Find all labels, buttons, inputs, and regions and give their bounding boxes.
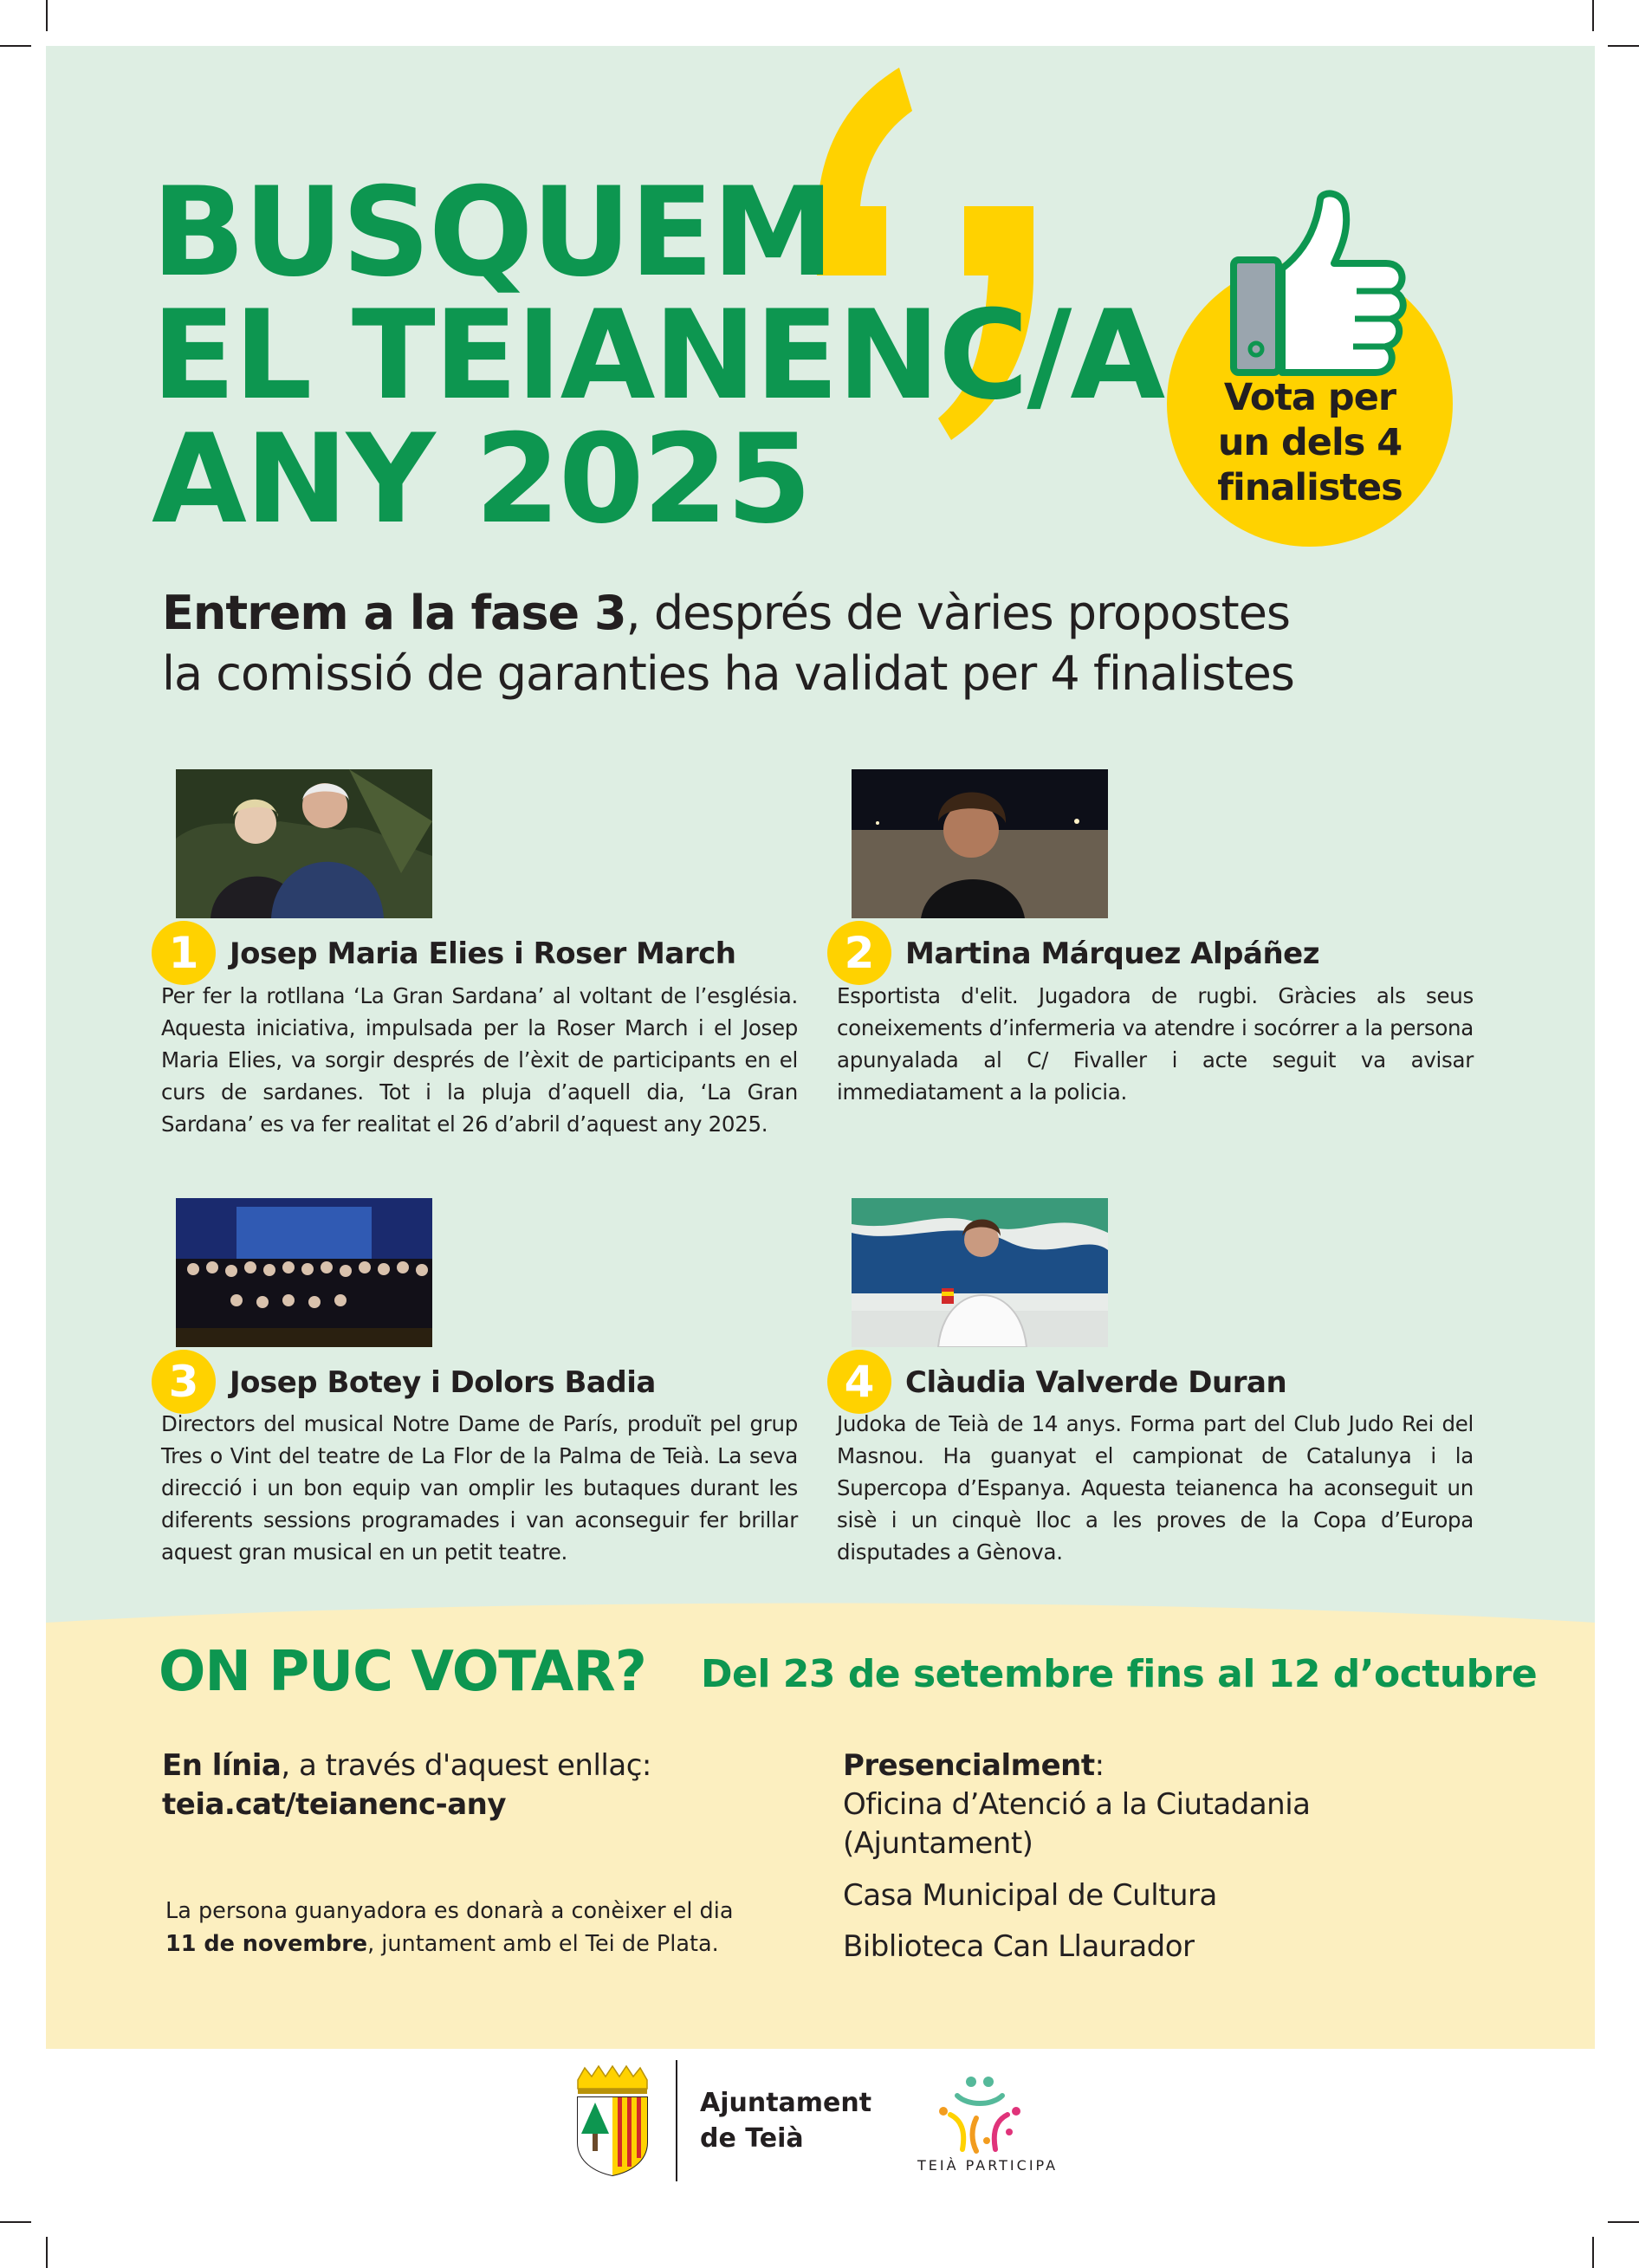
crop-mark bbox=[46, 2237, 48, 2268]
crop-mark bbox=[1608, 2221, 1639, 2223]
online-voting-text: En línia, a través d'aquest enllaç: bbox=[162, 1748, 651, 1783]
intro-text: Entrem a la fase 3, després de vàries propostes la comissió de garanties ha validat per 4 finalistes bbox=[162, 586, 1294, 702]
winner-date: 11 de novembre bbox=[165, 1931, 368, 1957]
finalist-1-number: 1 bbox=[152, 921, 216, 985]
footer-separator bbox=[676, 2060, 677, 2181]
headline-line-3: ANY 2025 bbox=[152, 408, 811, 551]
crop-mark bbox=[0, 2221, 31, 2223]
finalist-1-description: Per fer la rotllana ‘La Gran Sardana’ al voltant de l’església. Aquesta iniciativa, impulsada per la Roser March i el Josep Maria Elies, va sorgir després de l’èxit de participants en el curs de sardanes. Tot i la pluja d’aquell dia, ‘La Gran Sardana’ es va fer realitat el 26 d’abril d’aquest any 2025. bbox=[161, 983, 798, 1137]
finalist-2-description: Esportista d'elit. Jugadora de rugbi. Gràcies als seus coneixements d’infermeria va atendre i socórrer a la persona apunyalada al C/ Fivaller i acte seguit va avisar immediatament a la policia. bbox=[837, 983, 1474, 1105]
finalist-4-description: Judoka de Teià de 14 anys. Forma part del Club Judo Rei del Masnou. Ha guanyat el campionat de Catalunya i la Supercopa d’Espanya. Aquesta teianenca ha aconseguit un sisè i un cinquè lloc a les proves de la Copa d’Europa disputades a Gènova. bbox=[837, 1411, 1474, 1565]
winner-note-line-1: La persona guanyadora es donarà a conèixer el dia bbox=[165, 1898, 734, 1924]
voting-link[interactable]: teia.cat/teianenc-any bbox=[162, 1787, 507, 1822]
online-voting-link-wrap bbox=[162, 1785, 506, 1825]
thumbs-up-icon bbox=[1228, 189, 1415, 379]
voting-title: ON PUC VOTAR? bbox=[159, 1640, 646, 1704]
ajuntament-name: Ajuntament de Teià bbox=[700, 2088, 872, 2154]
headline-line-2: EL TEIANENC/A bbox=[152, 284, 1164, 427]
finalist-3-photo bbox=[176, 1198, 432, 1347]
poster bbox=[46, 46, 1595, 2222]
finalist-4-number: 4 bbox=[827, 1350, 891, 1414]
inperson-place-2: Casa Municipal de Cultura bbox=[843, 1878, 1217, 1913]
voting-dates: Del 23 de setembre fins al 12 d’octubre bbox=[701, 1652, 1538, 1696]
finalist-4-name: Clàudia Valverde Duran bbox=[905, 1365, 1287, 1400]
finalist-2-name: Martina Márquez Alpáñez bbox=[905, 936, 1320, 971]
finalist-4-photo bbox=[852, 1198, 1108, 1347]
finalist-2-number: 2 bbox=[827, 921, 891, 985]
teia-participa-logo-icon bbox=[936, 2075, 1023, 2157]
intro-bold: Entrem a la fase 3 bbox=[162, 586, 626, 640]
inperson-place-1: Oficina d’Atenció a la Ciutadania bbox=[843, 1787, 1311, 1822]
winner-note-line-2: 11 de novembre, juntament amb el Tei de Plata. bbox=[165, 1931, 719, 1957]
intro-line-2: la comissió de garanties ha validat per 4 finalistes bbox=[162, 646, 1294, 702]
teia-coat-of-arms-icon bbox=[573, 2064, 652, 2177]
finalist-3-name: Josep Botey i Dolors Badia bbox=[230, 1365, 656, 1400]
online-label: En línia bbox=[162, 1748, 282, 1783]
finalist-1-photo bbox=[176, 769, 432, 918]
inperson-label-wrap: Presencialment: bbox=[843, 1748, 1105, 1783]
crop-mark bbox=[46, 0, 48, 31]
inperson-place-3: Biblioteca Can Llaurador bbox=[843, 1929, 1195, 1964]
inperson-place-1-sub: (Ajuntament) bbox=[843, 1826, 1033, 1861]
crop-mark bbox=[1592, 2237, 1594, 2268]
teia-participa-label: TEIÀ PARTICIPA bbox=[917, 2157, 1059, 2174]
finalist-3-number: 3 bbox=[152, 1350, 216, 1414]
inperson-label: Presencialment bbox=[843, 1748, 1095, 1783]
headline-line-1: BUSQUEM bbox=[152, 161, 833, 304]
crop-mark bbox=[1608, 45, 1639, 47]
vote-badge-text: Vota per un dels 4 finalistes bbox=[1217, 376, 1403, 510]
crop-mark bbox=[0, 45, 31, 47]
finalist-3-description: Directors del musical Notre Dame de París, produït pel grup Tres o Vint del teatre de La Flor de la Palma de Teià. La seva direcció i un bon equip van omplir les butaques durant les diferents sessions programades i van aconseguir fer brillar aquest gran musical en un petit teatre. bbox=[161, 1411, 798, 1565]
crop-mark bbox=[1592, 0, 1594, 31]
finalist-1-name: Josep Maria Elies i Roser March bbox=[230, 936, 736, 971]
finalist-2-photo bbox=[852, 769, 1108, 918]
